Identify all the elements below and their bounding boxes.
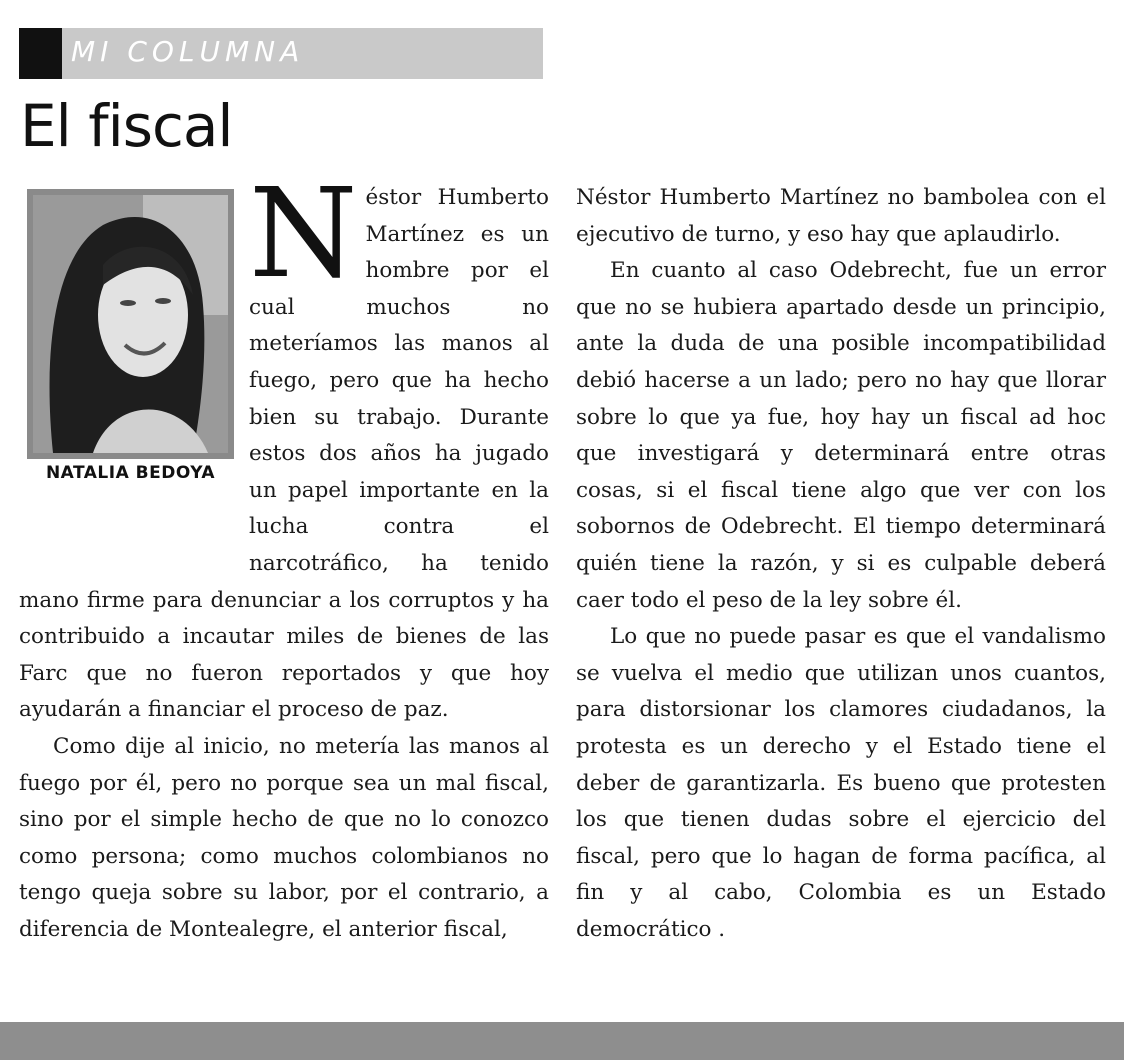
kicker-black-block [19, 28, 62, 79]
text-column-2 [576, 180, 1106, 948]
article-headline: El fiscal [20, 92, 233, 160]
photo-space [19, 180, 249, 546]
section-kicker [19, 28, 543, 79]
text-column-1 [19, 162, 549, 948]
paragraph-4: Lo que no puede pasar es que el vandalismo se vuelva el medio que utilizan unos cuantos, para distorsionar los clamores ciudadanos, la protesta es un derecho y el Estado tiene el deber de garantizarla. Es bueno que protesten los que tienen dudas sobre el ejercicio del fiscal, pero que lo hagan de forma pacífica, al fin y al cabo, Colombia es un Estado democrático . [576, 624, 1106, 942]
author-caption: NATALIA BEDOYA [45, 463, 216, 483]
paragraph-2: Como dije al inicio, no metería las manos al fuego por él, pero no porque sea un mal fiscal, sino por el simple hecho de que no lo conozco como persona; como muchos colombianos no tengo queja sobre su labor, por el contrario, a diferencia de Montealegre, el anterior fiscal, [19, 733, 549, 942]
bottom-bar [0, 1022, 1124, 1060]
drop-cap: N [249, 162, 358, 306]
lead-text: éstor Humberto Martínez es un hombre por el cual muchos no meteríamos las manos al fuego, pero que ha hecho bien su trabajo. Durante estos dos años ha jugado un papel importante en la lucha contra el narcotráfico, ha tenido mano firme para denunciar a los corruptos y ha contribuido a incautar miles de bienes de las Farc que no fueron reportados y que hoy ayudarán a financiar el proceso de paz. [19, 185, 549, 723]
section-label: MI COLUMNA [71, 35, 305, 68]
paragraph-3: En cuanto al caso Odebrecht, fue un error que no se hubiera apartado desde un principio, ante la duda de una posible incompatibilidad debió hacerse a un lado; pero no hay que llorar sobre lo que ya fue, hoy hay un fiscal ad hoc que investigará y determinará entre otras cosas, si el fiscal tiene algo que ver con los sobornos de Odebrecht. El tiempo determinará quién tiene la razón, y si es culpable deberá caer todo el peso de la ley sobre él. [576, 258, 1106, 613]
paragraph-2-continued: Néstor Humberto Martínez no bambolea con el ejecutivo de turno, y eso hay que aplaudirlo. [576, 185, 1106, 247]
